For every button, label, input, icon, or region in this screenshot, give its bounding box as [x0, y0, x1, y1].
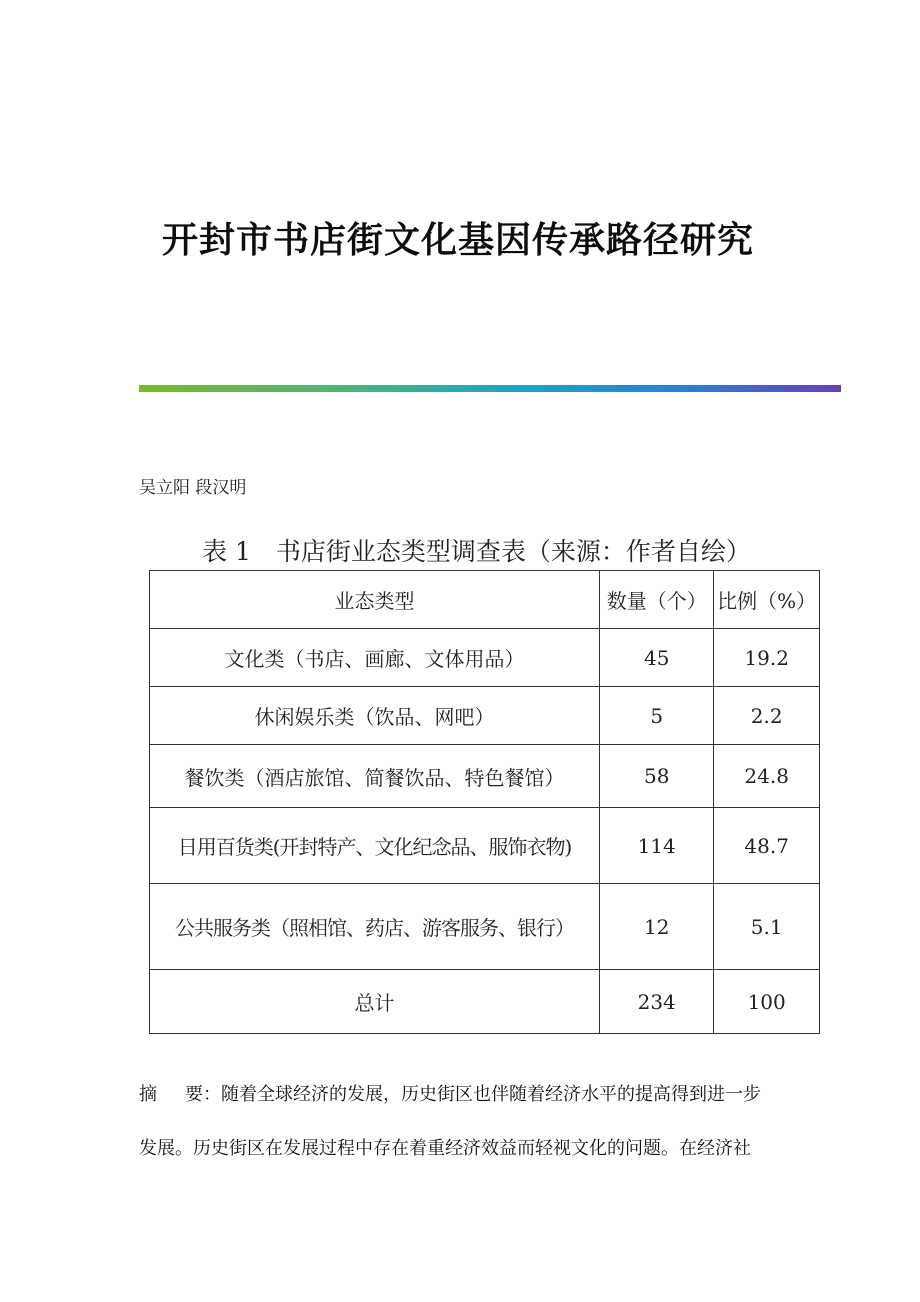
table-row: [150, 687, 820, 745]
header-business-type: 业态类型: [150, 571, 600, 629]
cell-ratio: 2.2: [714, 687, 820, 745]
abstract-first-line: [139, 1068, 799, 1122]
business-type-survey-table: [149, 570, 820, 1034]
cell-business-type: 休闲娱乐类（饮品、网吧）: [150, 687, 600, 745]
table-row: [150, 884, 820, 970]
abstract-text-line1: 随着全球经济的发展，历史街区也伴随着经济水平的提高得到进一步: [221, 1084, 761, 1105]
abstract-section: [139, 1068, 799, 1176]
cell-count: 45: [600, 629, 714, 687]
cell-total-label: 总计: [150, 970, 600, 1034]
title-gradient-divider: [139, 385, 841, 392]
header-ratio: 比例（%）: [714, 571, 820, 629]
table-header-row: [150, 571, 820, 629]
cell-count: 114: [600, 808, 714, 884]
cell-business-type: 文化类（书店、画廊、文体用品）: [150, 629, 600, 687]
cell-ratio: 24.8: [714, 745, 820, 808]
table-row: [150, 745, 820, 808]
abstract-label-second: 要：: [185, 1084, 221, 1105]
abstract-label-first: 摘: [139, 1084, 157, 1105]
cell-business-type: 餐饮类（酒店旅馆、简餐饮品、特色餐馆）: [150, 745, 600, 808]
cell-count: 5: [600, 687, 714, 745]
cell-total-ratio: 100: [714, 970, 820, 1034]
cell-ratio: 19.2: [714, 629, 820, 687]
cell-count: 58: [600, 745, 714, 808]
cell-count: 12: [600, 884, 714, 970]
table-caption: 表 1 书店街业态类型调查表（来源：作者自绘）: [202, 537, 751, 566]
table-row: [150, 808, 820, 884]
header-count: 数量（个）: [600, 571, 714, 629]
cell-total-count: 234: [600, 970, 714, 1034]
document-title: 开封市书店街文化基因传承路径研究: [162, 219, 755, 261]
cell-ratio: 5.1: [714, 884, 820, 970]
author-names: 吴立阳 段汉明: [139, 478, 247, 498]
cell-ratio: 48.7: [714, 808, 820, 884]
table-row: [150, 629, 820, 687]
cell-business-type: 公共服务类（照相馆、药店、游客服务、银行）: [150, 884, 600, 970]
abstract-text-line2: 发展。历史街区在发展过程中存在着重经济效益而轻视文化的问题。在经济社: [139, 1138, 751, 1159]
cell-business-type: 日用百货类(开封特产、文化纪念品、服饰衣物): [150, 808, 600, 884]
table-total-row: [150, 970, 820, 1034]
